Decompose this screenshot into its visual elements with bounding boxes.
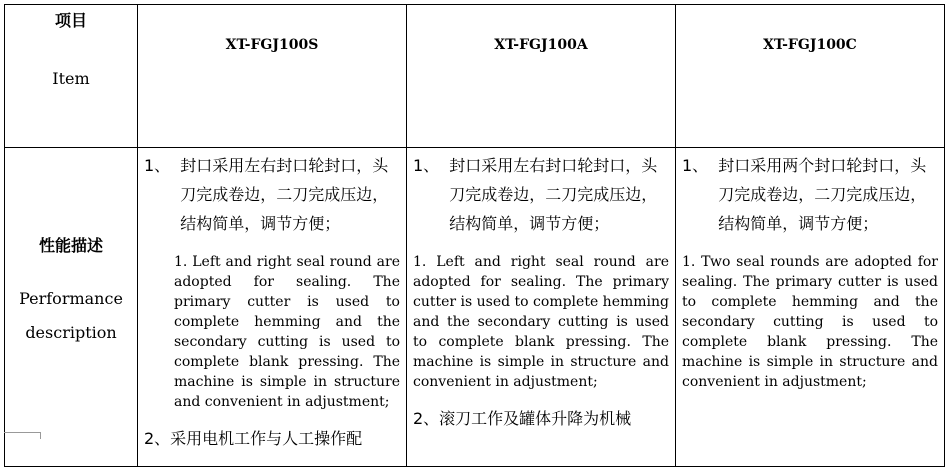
item-number: 1、 [413,156,440,175]
model-header-s: XT-FGJ100S [138,5,407,148]
description-en: 1. Two seal rounds are adopted for sealing. The primary cutter is used to complete hemming and the secondary cutting is used to complete blank pressing. The machine is simple in structure and convenient in adjustment; [682,254,938,390]
description-cell-c [676,148,945,467]
description-en: 1. Left and right seal round are adopted for sealing. The primary cutter is used to complete hemming and the secondary cutting is used to complete blank pressing. The machine is simple in structure and convenient in adjustment; [413,254,669,390]
description-en: 1. Left and right seal round are adopted for sealing. The primary cutter is used to complete hemming and the secondary cutting is used to complete blank pressing. The machine is simple in structure and convenient in adjustment; [174,254,400,410]
item-header-cell [5,5,138,148]
description-cn: 封口采用左右封口轮封口，头刀完成卷边，二刀完成压边，结构简单，调节方便； [180,156,389,233]
model-header-c: XT-FGJ100C [676,5,945,148]
description-cn: 封口采用左右封口轮封口，头刀完成卷边，二刀完成压边，结构简单，调节方便； [449,156,658,233]
description-cell-s [138,148,407,467]
model-header-a: XT-FGJ100A [407,5,676,148]
item-number: 1、 [682,156,709,175]
spec-table [4,4,945,467]
page-corner-mark [4,432,41,439]
description-cn-extra: 2、采用电机工作与人工操作配 [144,429,363,448]
performance-label-cell [5,148,138,467]
description-cell-a [407,148,676,467]
performance-label-zh: 性能描述 [38,236,103,255]
item-number: 1、 [144,156,171,175]
description-cn: 封口采用两个封口轮封口，头刀完成卷边，二刀完成压边，结构简单，调节方便； [718,156,927,233]
header-row [5,5,945,148]
description-cn-extra: 2、滚刀工作及罐体升降为机械 [413,409,632,428]
performance-label-en: Performance description [19,289,123,342]
item-label-zh: 项目 [54,11,87,30]
item-label-en: Item [52,69,90,88]
performance-row [5,148,945,467]
